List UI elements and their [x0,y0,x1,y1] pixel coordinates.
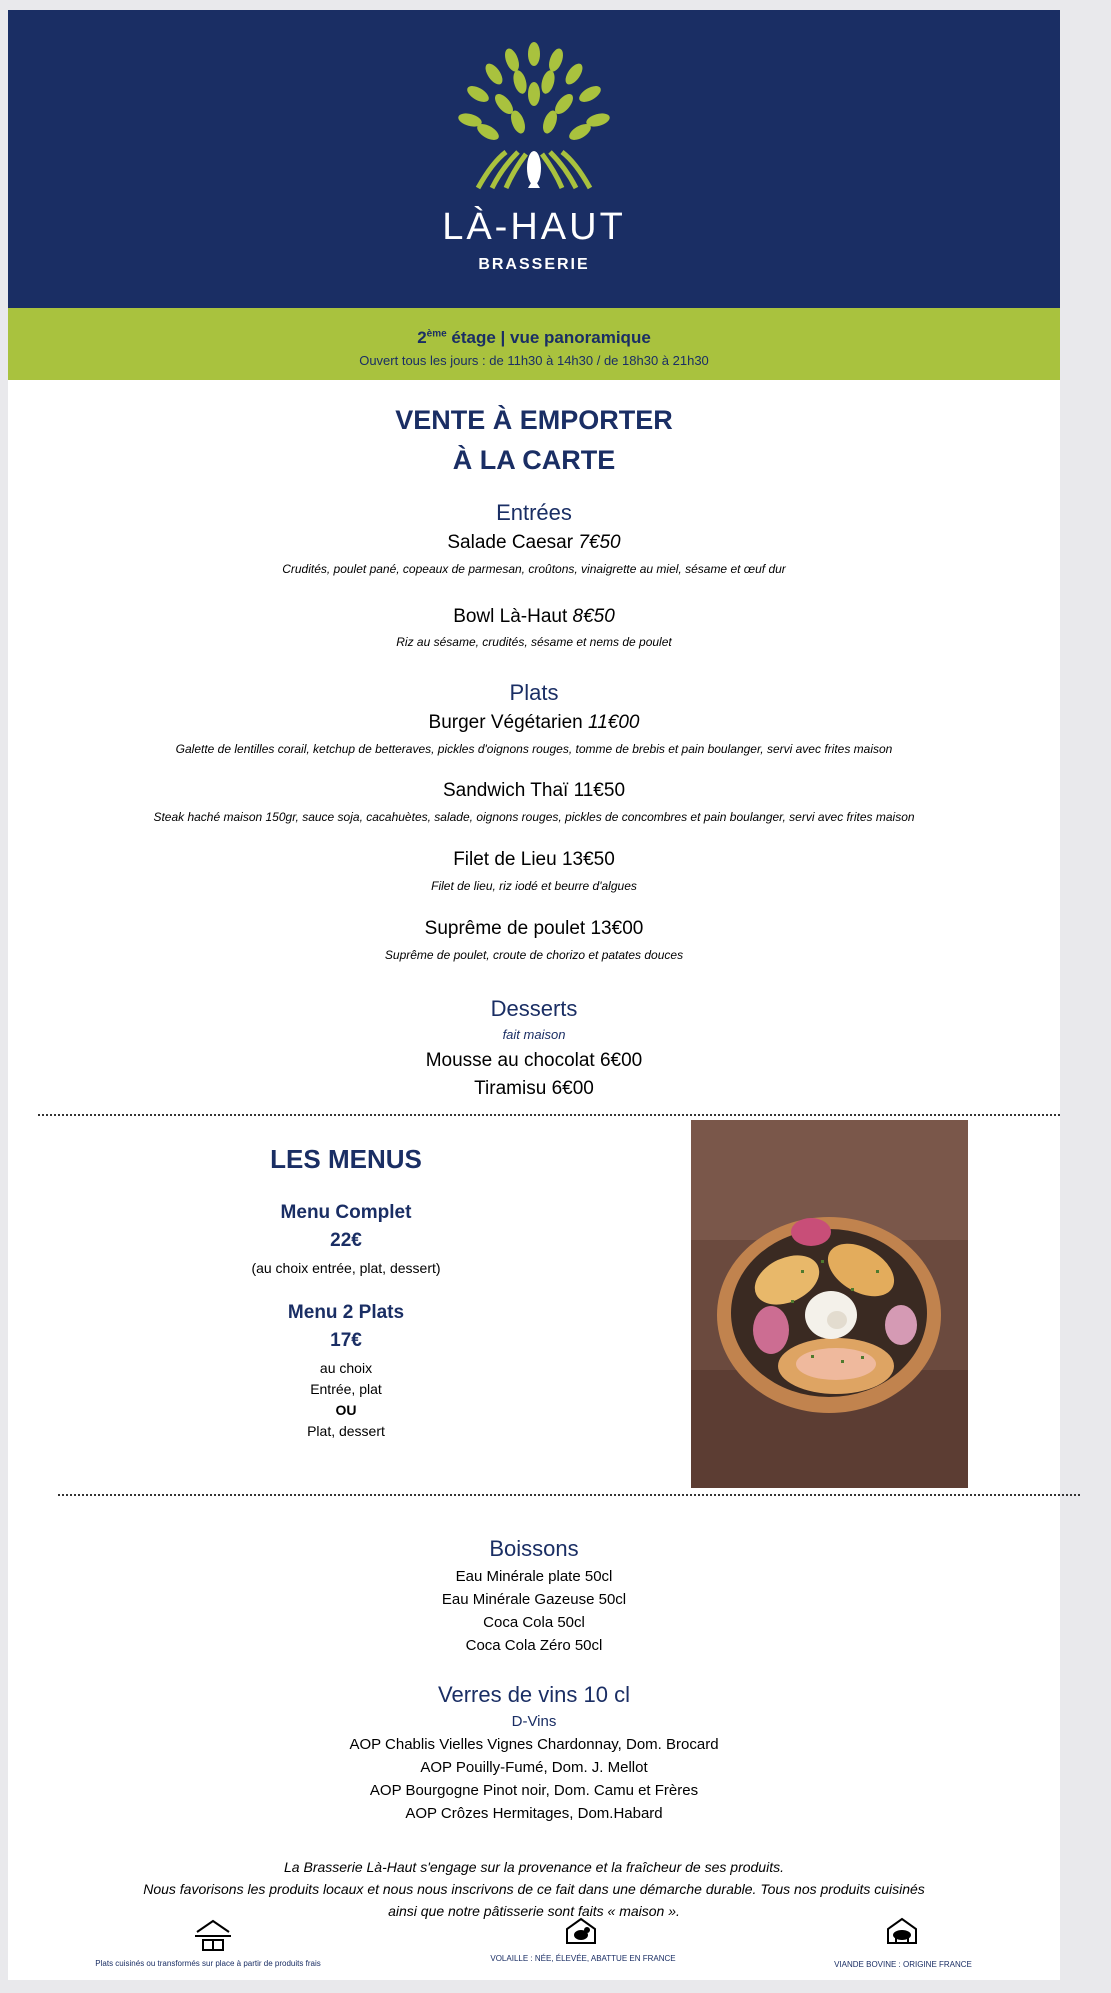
beef-icon [884,1915,920,1949]
wine-item: AOP Crôzes Hermitages, Dom.Habard [405,1805,663,1822]
menu-item-desc: Riz au sésame, crudités, sésame et nems de poulet [396,635,672,649]
drink-item: Coca Cola Zéro 50cl [465,1637,603,1654]
entrees-heading: Entrées [496,500,572,525]
plats-heading: Plats [509,680,559,705]
menu-deux-price: 17€ [330,1330,362,1351]
brand-subtitle: BRASSERIE [478,256,590,273]
brasserie-logo [448,40,620,200]
boissons-heading: Boissons [489,1536,579,1561]
wine-item: AOP Pouilly-Fumé, Dom. J. Mellot [420,1759,648,1776]
vins-heading: Verres de vins 10 cl [438,1682,630,1707]
menu-item-title: Suprême de poulet 13€00 [424,918,644,939]
menu-deux-name: Menu 2 Plats [287,1302,405,1323]
poultry-icon [563,1915,599,1949]
menu-item-desc: Crudités, poulet pané, copeaux de parmesan, croûtons, vinaigrette au miel, sésame et œuf dur [282,562,786,576]
menu-page [8,10,1060,1980]
floor-info: 2ème étage | vue panoramique [417,328,651,347]
menu-item-desc: Filet de lieu, riz iodé et beurre d'algues [431,879,637,893]
dessert-item: Mousse au chocolat 6€00 [425,1050,643,1071]
badge-label: VOLAILLE : NÉE, ÉLEVÉE, ABATTUE EN FRANCE [490,1954,676,1963]
menu-item-title: Sandwich Thaï 11€50 [442,780,626,801]
menu-deux-line: Entrée, plat [310,1381,382,1397]
brand-name: LÀ-HAUT [442,206,626,248]
page-title: VENTE À EMPORTER À LA CARTE [395,405,673,475]
divider [58,1494,1080,1496]
dessert-item: Tiramisu 6€00 [474,1078,594,1099]
menu-item-title: Bowl Là-Haut 8€50 [453,606,615,627]
drink-item: Eau Minérale plate 50cl [455,1568,613,1585]
header [8,10,1060,308]
menu-deux-line: Plat, dessert [307,1423,385,1439]
menu-complet-price: 22€ [330,1230,362,1251]
menu-deux-line: au choix [319,1360,373,1376]
footer-statement: La Brasserie Là-Haut s'engage sur la provenance et la fraîcheur de ses produits. Nous favorisons les produits locaux et nous nous inscrivons de ce fait dans une démarche durable. Tous nos produits cuisinés ainsi que notre pâtisserie sont faits « maison ». [143,1859,925,1919]
desserts-heading: Desserts [490,996,578,1021]
menu-complet-name: Menu Complet [280,1202,412,1223]
divider [38,1114,1060,1116]
badge-label: VIANDE BOVINE : ORIGINE FRANCE [834,1960,972,1969]
menu-deux-line: OU [335,1402,357,1418]
menus-heading: LES MENUS [270,1144,422,1174]
drink-item: Coca Cola 50cl [483,1614,585,1631]
info-band [8,308,1060,380]
menus-section [176,1144,516,1175]
house-icon [193,1918,233,1952]
menu-item-title: Burger Végétarien 11€00 [428,712,640,733]
menu-item-title: Filet de Lieu 13€50 [453,849,615,870]
menu-complet-note: (au choix entrée, plat, dessert) [251,1260,441,1276]
wine-item: AOP Chablis Vielles Vignes Chardonnay, Dom. Brocard [349,1736,719,1753]
drink-item: Eau Minérale Gazeuse 50cl [441,1591,627,1608]
desserts-note: fait maison [502,1027,566,1042]
menu-item-desc: Galette de lentilles corail, ketchup de betteraves, pickles d'oignons rouges, tomme de brebis et pain boulanger, servi avec frites maison [175,742,893,756]
opening-hours: Ouvert tous les jours : de 11h30 à 14h30 / de 18h30 à 21h30 [359,353,709,368]
food-bowl-photo [691,1120,968,1488]
menu-item-desc: Steak haché maison 150gr, sauce soja, cacahuètes, salade, oignons rouges, pickles de concombres et pain boulanger, servi avec frites maison [153,810,915,824]
menu-item-desc: Suprême de poulet, croute de chorizo et patates douces [384,948,684,962]
badge-label: Plats cuisinés ou transformés sur place à partir de produits frais [95,1959,321,1968]
wine-item: AOP Bourgogne Pinot noir, Dom. Camu et Frères [369,1782,699,1799]
menu-item-title: Salade Caesar 7€50 [447,532,621,553]
vins-supplier: D-Vins [511,1713,557,1730]
